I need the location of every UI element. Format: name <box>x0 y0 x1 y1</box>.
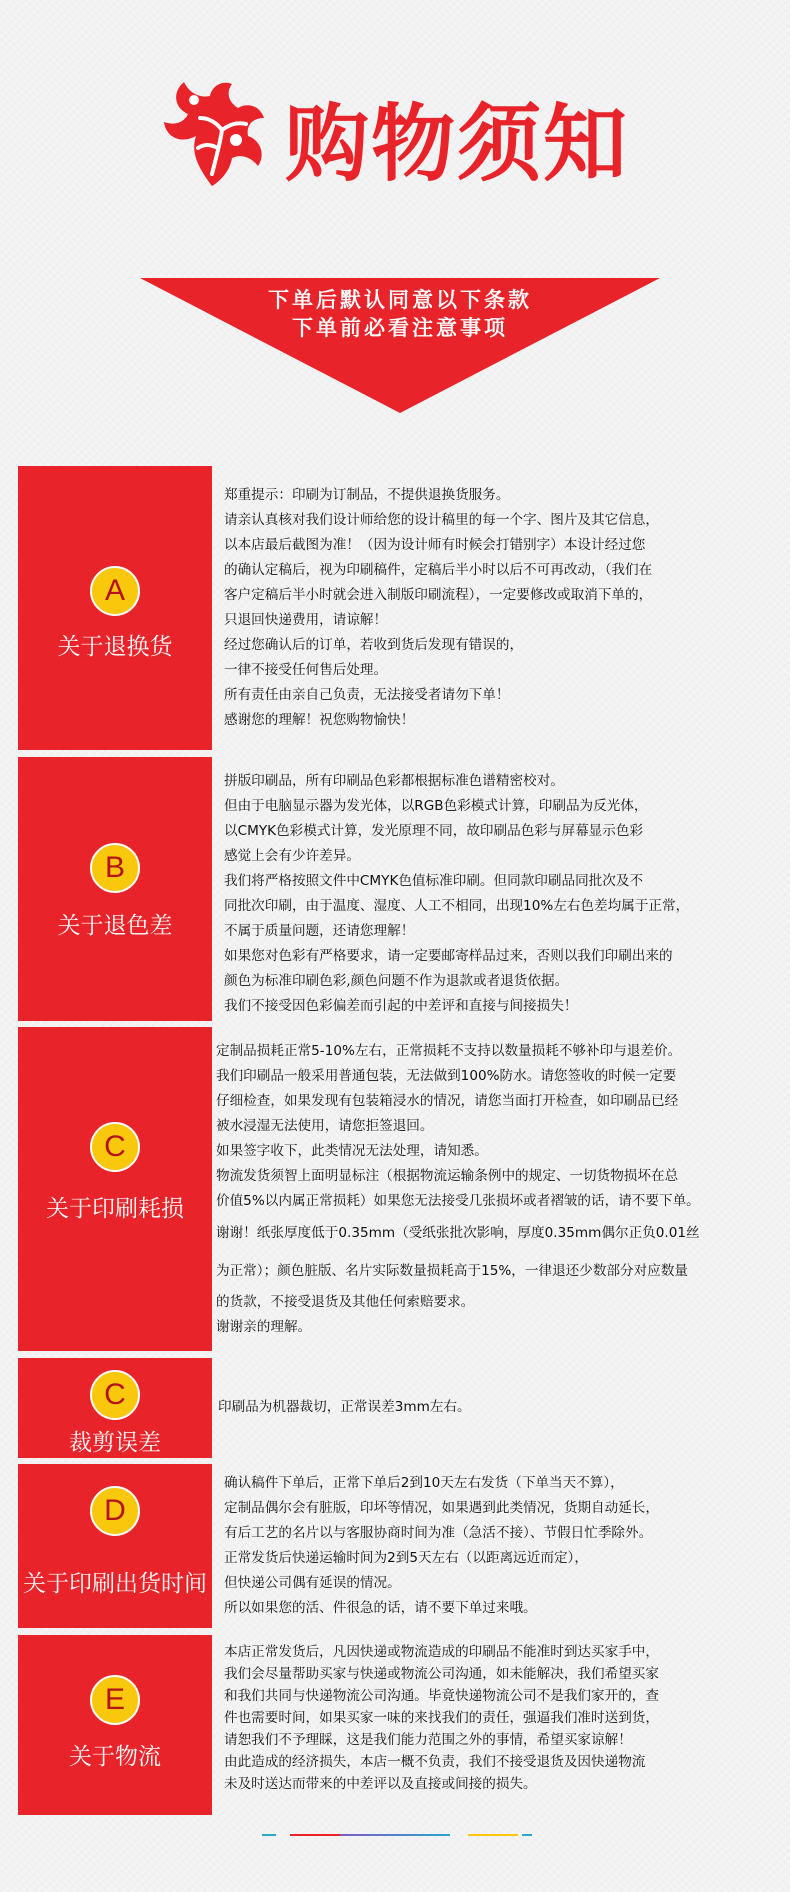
section-body <box>216 1039 774 1340</box>
section-badge: C <box>90 1370 140 1420</box>
body-line: 我们印刷品一般采用普通包装，无法做到100%防水。请您签收的时候一定要 <box>216 1068 677 1084</box>
body-line: 如果您对色彩有严格要求，请一定要邮寄样品过来，否则以我们印刷出来的 <box>224 948 673 964</box>
footer-divider <box>522 1834 532 1836</box>
body-line: 但快递公司偶有延误的情况。 <box>224 1575 401 1591</box>
body-line: 请恕我们不予理睬，这是我们能力范围之外的事情，希望买家谅解！ <box>224 1732 632 1748</box>
footer-divider <box>468 1834 518 1836</box>
body-line: 客户定稿后半小时就会进入制版印刷流程），一定要修改或取消下单的， <box>224 587 653 603</box>
body-line: 确认稿件下单后，正常下单后2到10天左右发货（下单当天不算）， <box>224 1475 624 1491</box>
body-line: 所以如果您的活、件很急的话，请不要下单过来哦。 <box>224 1600 537 1616</box>
section-logistics <box>18 1635 774 1815</box>
section-body <box>224 769 774 1019</box>
body-line: 谢谢！纸张厚度低于0.35mm（受纸张批次影响，厚度0.35mm偶尔正负0.01丝 <box>216 1225 700 1241</box>
body-line: 被水浸湿无法使用，请您拒签退回。 <box>216 1118 434 1134</box>
body-line: 如果签字收下，此类情况无法处理，请知悉。 <box>216 1143 488 1159</box>
body-line: 所有责任由亲自己负责，无法接受者请勿下单！ <box>224 687 510 703</box>
body-line: 一律不接受任何售后处理。 <box>224 662 388 678</box>
body-line: 印刷品为机器裁切，正常误差3mm左右。 <box>218 1399 471 1415</box>
body-line: 仔细检查，如果发现有包装箱浸水的情况，请您当面打开检查，如印刷品已经 <box>216 1093 679 1109</box>
body-line: 由此造成的经济损失，本店一概不负责，我们不接受退货及因快递物流 <box>224 1754 646 1770</box>
body-line: 经过您确认后的订单，若收到货后发现有错误的， <box>224 637 524 653</box>
section-badge: B <box>90 843 140 893</box>
section-body <box>224 483 774 733</box>
section-label: 关于物流 <box>69 1744 161 1770</box>
section-label-box <box>18 1027 212 1351</box>
page-header <box>0 0 790 340</box>
section-label-box <box>18 1464 212 1628</box>
body-line: 郑重提示：印刷为订制品，不提供退换货服务。 <box>224 487 510 503</box>
page-title: 购物须知 <box>285 95 630 193</box>
body-line: 感谢您的理解！祝您购物愉快！ <box>224 712 415 728</box>
body-line: 有后工艺的名片以与客服协商时间为准（急活不接）、节假日忙季除外。 <box>224 1525 653 1541</box>
section-label-box <box>18 1358 212 1458</box>
section-label-box <box>18 1635 212 1815</box>
body-line: 物流发货须智上面明显标注（根据物流运输条例中的规定、一切货物损坏在总 <box>216 1168 679 1184</box>
section-label-box <box>18 466 212 750</box>
section-delivery-time <box>18 1464 774 1628</box>
body-line: 以本店最后截图为准！（因为设计师有时候会打错别字）本设计经过您 <box>224 537 646 553</box>
body-line: 本店正常发货后，凡因快递或物流造成的印刷品不能准时到达买家手中， <box>224 1644 659 1660</box>
body-line: 我们将严格按照文件中CMYK色值标准印刷。但同款印刷品同批次及不 <box>224 873 644 889</box>
footer-divider <box>340 1834 450 1836</box>
section-label: 裁剪误差 <box>69 1430 161 1456</box>
body-line: 请亲认真核对我们设计师给您的设计稿里的每一个字、图片及其它信息， <box>224 512 659 528</box>
section-body <box>224 1641 774 1795</box>
body-line: 拼版印刷品，所有印刷品色彩都根据标准色谱精密校对。 <box>224 773 564 789</box>
section-printing-loss <box>18 1027 774 1351</box>
body-line: 以CMYK色彩模式计算，发光原理不同，故印刷品色彩与屏幕显示色彩 <box>224 823 644 839</box>
body-line: 定制品损耗正常5-10%左右，正常损耗不支持以数量损耗不够补印与退差价。 <box>216 1043 682 1059</box>
section-badge: D <box>90 1486 140 1536</box>
body-line: 件也需要时间，如果买家一味的来找我们的责任，强逼我们准时送到货， <box>224 1710 659 1726</box>
banner-line-2: 下单前必看注意事项 <box>292 315 508 340</box>
section-label-box <box>18 757 212 1021</box>
body-line: 定制品偶尔会有脏版，印坏等情况，如果遇到此类情况，货期自动延长， <box>224 1500 659 1516</box>
section-badge: E <box>90 1675 140 1725</box>
body-line: 我们会尽量帮助买家与快递或物流公司沟通，如未能解决，我们希望买家 <box>224 1666 659 1682</box>
body-line: 和我们共同与快递物流公司沟通。毕竟快递物流公司不是我们家开的，查 <box>224 1688 659 1704</box>
body-line: 只退回快递费用，请谅解！ <box>224 612 388 628</box>
banner-line-1: 下单后默认同意以下条款 <box>268 287 532 312</box>
footer-divider <box>290 1834 340 1836</box>
body-line: 未及时送达而带来的中差评以及直接或间接的损失。 <box>224 1776 537 1792</box>
body-line: 谢谢亲的理解。 <box>216 1319 312 1335</box>
body-line: 颜色为标准印刷色彩,颜色问题不作为退款或者退货依据。 <box>224 973 569 989</box>
body-line: 不属于质量问题，还请您理解！ <box>224 923 415 939</box>
body-line: 的货款，不接受退货及其他任何索赔要求。 <box>216 1294 475 1310</box>
section-badge: C <box>90 1122 140 1172</box>
leaf-logo-icon <box>160 78 270 190</box>
section-cutting-error <box>18 1358 774 1458</box>
section-label: 关于印刷耗损 <box>46 1196 184 1222</box>
section-label: 关于退换货 <box>57 634 173 660</box>
section-body <box>224 1471 774 1621</box>
section-returns <box>18 466 774 750</box>
body-line: 我们不接受因色彩偏差而引起的中差评和直接与间接损失！ <box>224 998 578 1014</box>
section-label: 关于印刷出货时间 <box>23 1571 207 1597</box>
section-body <box>218 1395 774 1420</box>
body-line: 同批次印刷，由于温度、湿度、人工不相同，出现10%左右色差均属于正常， <box>224 898 690 914</box>
body-line: 正常发货后快递运输时间为2到5天左右（以距离远近而定）， <box>224 1550 588 1566</box>
section-color-difference <box>18 757 774 1021</box>
body-line: 但由于电脑显示器为发光体，以RGB色彩模式计算，印刷品为反光体， <box>224 798 648 814</box>
body-line: 的确认定稿后，视为印刷稿件，定稿后半小时以后不可再改动，（我们在 <box>224 562 653 578</box>
section-badge: A <box>90 566 140 616</box>
footer-divider <box>262 1834 276 1836</box>
body-line: 价值5%以内属正常损耗）如果您无法接受几张损坏或者褶皱的话，请不要下单。 <box>216 1193 700 1209</box>
body-line: 感觉上会有少许差异。 <box>224 848 360 864</box>
section-label: 关于退色差 <box>57 913 173 939</box>
notice-banner <box>140 278 660 413</box>
body-line: 为正常）；颜色脏版、名片实际数量损耗高于15%，一律退还少数部分对应数量 <box>216 1263 689 1279</box>
